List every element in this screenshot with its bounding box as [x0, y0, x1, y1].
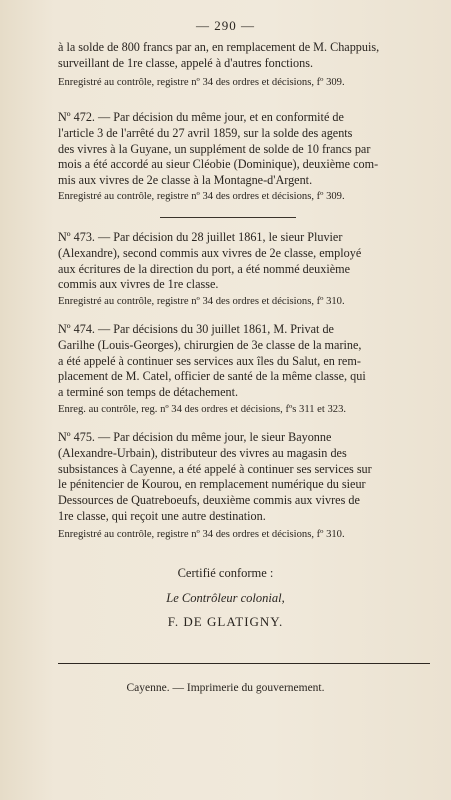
text-line: l'article 3 de l'arrêté du 27 avril 1859, sur la solde des agents — [58, 125, 353, 140]
text-line: commis aux vivres de 1re classe. — [58, 277, 219, 292]
text-line: mis aux vivres de 2e classe à la Montagne-d'Argent. — [58, 173, 313, 188]
entry-473 — [58, 230, 430, 293]
entry-472 — [58, 110, 430, 189]
text-line: Nº 473. — Par décision du 28 juillet 1861, le sieur Pluvier — [58, 230, 343, 244]
imprint: Cayenne. — Imprimerie du gouvernement. — [126, 682, 325, 694]
text-line: des vivres à la Guyane, un supplément de solde de 10 francs par — [58, 141, 371, 156]
closing-rule — [58, 663, 430, 664]
text-line: Nº 474. — Par décisions du 30 juillet 1861, M. Privat de — [58, 322, 334, 336]
page-number: — 290 — — [196, 18, 255, 33]
text-line: 1re classe, qui reçoit une autre destination. — [58, 508, 266, 523]
certification-heading: Certifié conforme : — [177, 566, 274, 580]
certification-role: Le Contrôleur colonial, — [166, 591, 285, 605]
section-divider — [160, 217, 296, 218]
registration-note: Enregistré au contrôle, registre nº 34 des ordres et décisions, fº 310. — [58, 529, 345, 540]
text-line: Nº 475. — Par décision du même jour, le sieur Bayonne — [58, 430, 332, 444]
text-line: aux écritures de la direction du port, a été nommé deuxième — [58, 261, 351, 276]
text-line: placement de M. Catel, officier de santé de la même classe, qui — [58, 369, 366, 384]
registration-note: Enregistré au contrôle, registre nº 34 des ordres et décisions, fº 310. — [58, 296, 345, 307]
registration-note: Enreg. au contrôle, reg. nº 34 des ordres et décisions, fºs 311 et 323. — [58, 404, 347, 415]
text-line: (Alexandre-Urbain), distributeur des vivres au magasin des — [58, 445, 347, 460]
text-line: (Alexandre), second commis aux vivres de 2e classe, employé — [58, 245, 362, 260]
text-line: a terminé son temps de détachement. — [58, 385, 239, 400]
entry-continuation — [58, 40, 430, 72]
text-line: subsistances à Cayenne, a été appelé à continuer ses services sur — [58, 461, 372, 476]
text-line: Nº 472. — Par décision du même jour, et en conformité de — [58, 110, 344, 124]
text-line: le pénitencier de Kourou, en remplacement numérique du sieur — [58, 477, 366, 492]
entry-475 — [58, 430, 430, 525]
text-line: Dessources de Quatreboeufs, deuxième commis aux vivres de — [58, 493, 360, 508]
signatory-name: F. DE GLATIGNY. — [167, 614, 284, 629]
entry-474 — [58, 322, 430, 401]
text-line: Garilhe (Louis-Georges), chirurgien de 3e classe de la marine, — [58, 337, 362, 352]
text-line: surveillant de 1re classe, appelé à d'autres fonctions. — [58, 55, 313, 70]
text-line: à la solde de 800 francs par an, en remplacement de M. Chappuis, — [58, 40, 380, 54]
registration-note: Enregistré au contrôle, registre nº 34 des ordres et décisions, fº 309. — [58, 77, 345, 88]
text-line: a été appelé à continuer ses services aux îles du Salut, en rem- — [58, 353, 361, 368]
text-line: mois a été accordé au sieur Cléobie (Dominique), deuxième com- — [58, 157, 379, 172]
registration-note: Enregistré au contrôle, registre nº 34 des ordres et décisions, fº 309. — [58, 191, 345, 202]
